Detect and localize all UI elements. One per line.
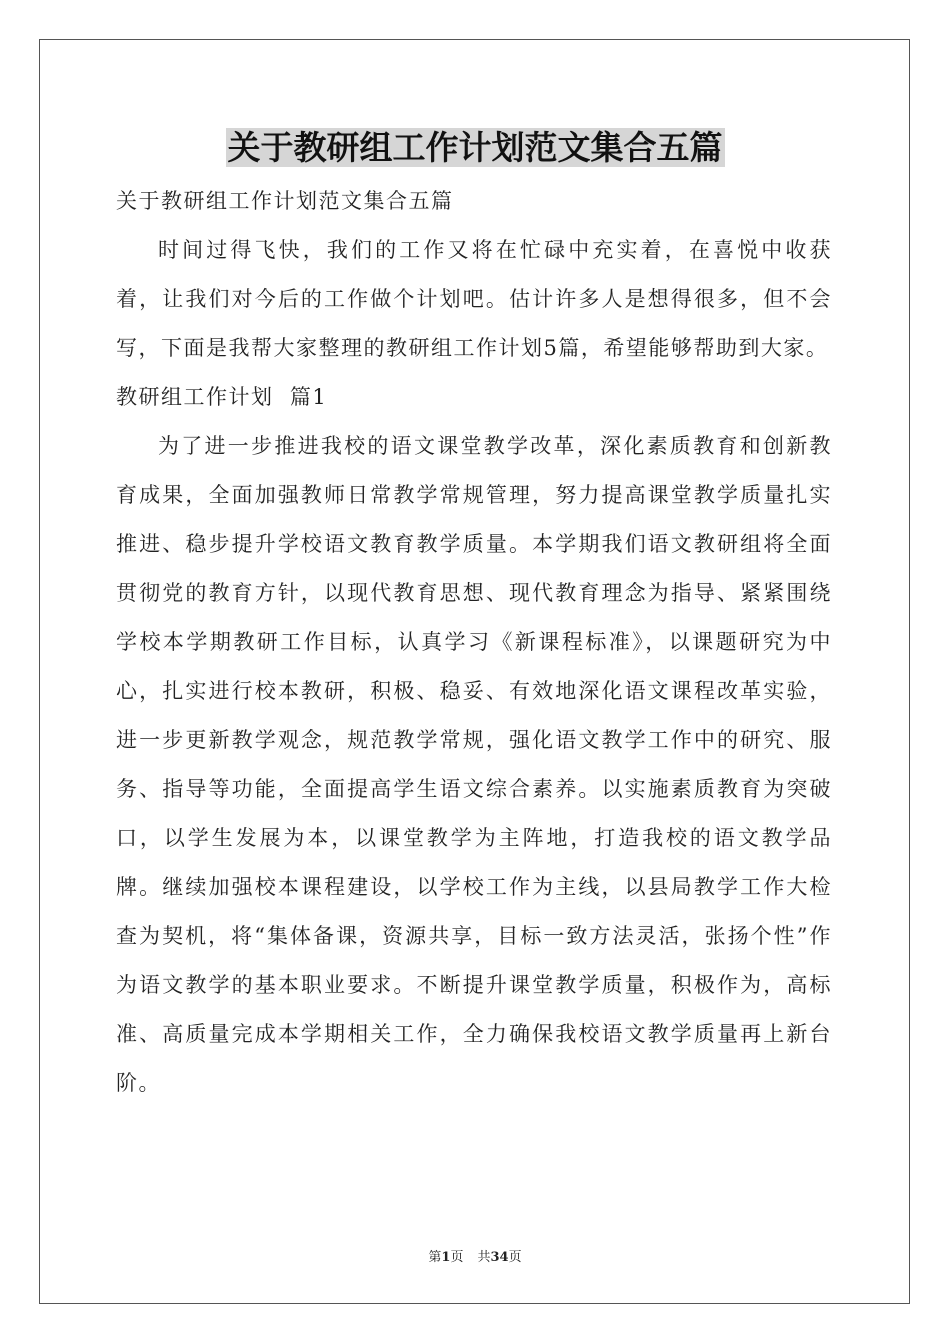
page-number: 1 — [441, 1250, 451, 1265]
page-prefix: 第 — [428, 1250, 442, 1265]
section-body-paragraph: 为了进一步推进我校的语文课堂教学改革，深化素质教育和创新教育成果，全面加强教师日常教学常规管理，努力提高课堂教学质量扎实推进、稳步提升学校语文教育教学质量。本学期我们语文教研组将全面贯彻党的教育方针，以现代教育思想、现代教育理念为指导、紧紧围绕学校本学期教研工作目标，认真学习《新课程标准》，以课题研究为中心，扎实进行校本教研，积极、稳妥、有效地深化语文课程改革实验，进一步更新教学观念，规范教学常规，强化语文教学工作中的研究、服务、指导等功能，全面提高学生语文综合素养。以实施素质教育为突破口，以学生发展为本，以课堂教学为主阵地，打造我校的语文教学品牌。继续加强校本课程建设，以学校工作为主线，以县局教学工作大检查为契机，将“集体备课，资源共享，目标一致方法灵活，张扬个性”作为语文教学的基本职业要求。不断提升课堂教学质量，积极作为，高标准、高质量完成本学期相关工作，全力确保我校语文教学质量再上新台阶。 — [116, 434, 832, 1095]
page-footer — [0, 1246, 950, 1265]
page-suffix: 页 — [450, 1250, 464, 1265]
document-title-text: 关于教研组工作计划范文集合五篇 — [227, 128, 723, 167]
total-prefix: 共 — [477, 1250, 491, 1265]
document-body — [116, 177, 832, 1108]
document-title — [0, 126, 950, 170]
intro-paragraph: 时间过得飞快，我们的工作又将在忙碌中充实着，在喜悦中收获着，让我们对今后的工作做个计划吧。估计许多人是想得很多，但不会写，下面是我帮大家整理的教研组工作计划5篇，希望能够帮助到大家。 — [116, 238, 832, 360]
total-suffix: 页 — [508, 1250, 522, 1265]
total-pages: 34 — [490, 1250, 509, 1265]
document-subtitle: 关于教研组工作计划范文集合五篇 — [116, 189, 454, 213]
section-heading: 教研组工作计划 篇1 — [116, 385, 328, 409]
